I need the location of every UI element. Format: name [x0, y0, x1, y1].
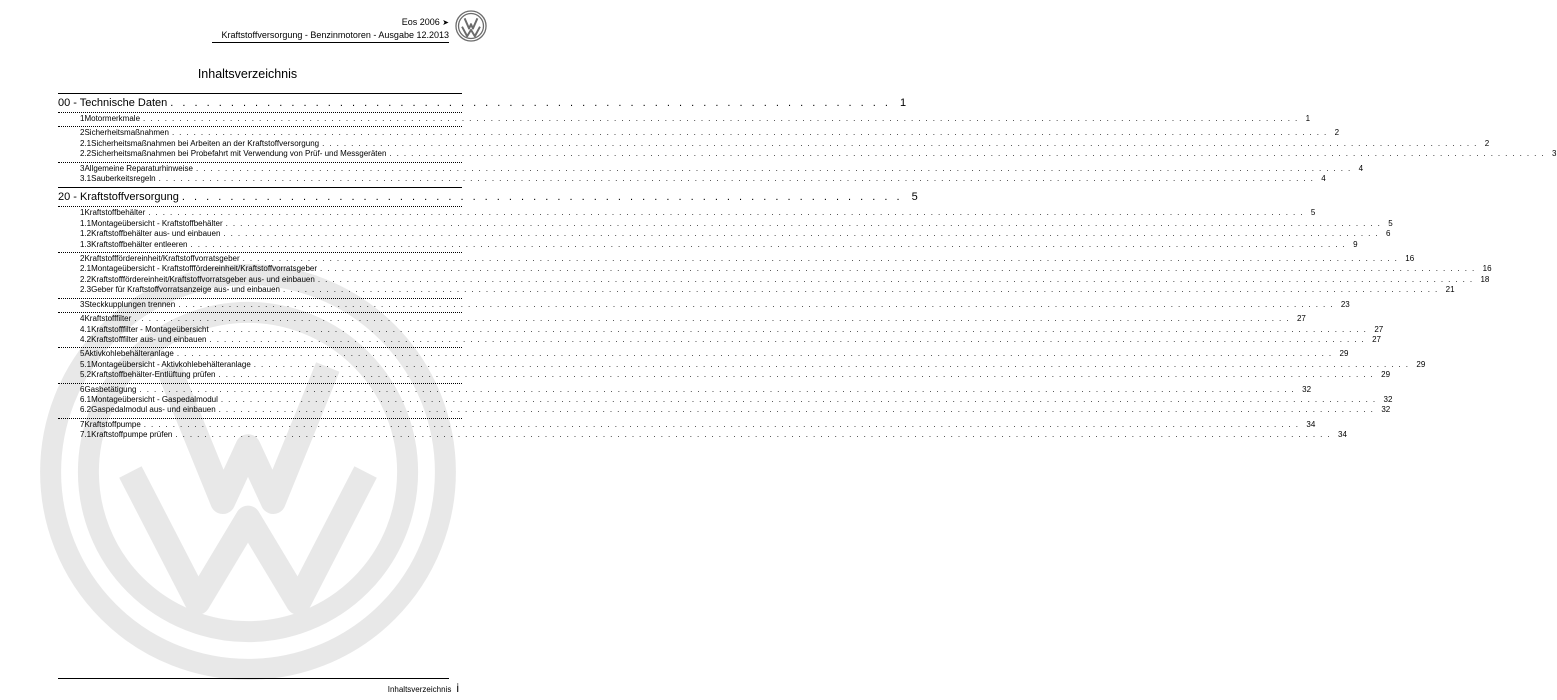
entry-page: 18 — [1480, 274, 1490, 284]
entry-number: 2.2 — [80, 149, 92, 159]
entry-page: 4 — [1358, 163, 1364, 173]
entry-title: Geber für Kraftstoffvorratsanzeige aus- und einbauen — [91, 285, 280, 295]
leader-dots: . . . . . . . . . . . . . . . . . . . . . . . . . . . . . . . . . . . . . . . . . . . . . . . . . . . . . . . . . . . . . . . . . . . . . . . . . . . . . . . . . . . . . . . . . . . . . . . . . . . . . . . . . . . . . . . . . . . . . . . . . . . . . . . . . . . . . . . . . . . . . . . . . . . . . . . . . . . . . . . . — [282, 285, 1439, 295]
leader-dots: . . . . . . . . . . . . . . . . . . . . . . . . . . . . . . . . . . . . . . . . . . . . . . . . . . . . . . . . . . . . . . . . . . . . . . . . . . . . . . . . . . . . . . . . . . . . . . . . . . . . . . . . . . . . . . . . . . . . . . . . . . . . . . . . . . . . . . . . . . . . . . . . . . . . . . . . . . . . . . . . — [218, 370, 1375, 380]
entry-page: 5 — [1388, 218, 1393, 228]
entry-number: 4 — [80, 314, 85, 324]
chapter-block — [58, 187, 1492, 440]
entry-page: 29 — [1339, 349, 1349, 359]
entry-title: Kraftstoffbehälter entleeren — [91, 239, 188, 249]
entry-number: 2 — [80, 254, 85, 264]
entry-number: 1 — [80, 114, 85, 123]
leader-dots: . . . . . . . . . . . . . . . . . . . . . . . . . . . . . . . . . . . . . . . . . . . . . . . . . . . . . . . . . . . . . . . . . . . . . . . . . . . . . . . . . . . . . . . . . . . . . . . . . . . . . . . . . . . . . . . . . . . . . . . . . . . . . . . . . . . . . . . . . . . . . . . . . . . . . . . . . . . . . . . . — [175, 430, 1331, 440]
chapter-title: 20 - Kraftstoffversorgung — [58, 191, 179, 204]
toc-entry[interactable] — [58, 430, 1347, 440]
entry-number: 4.1 — [80, 324, 92, 334]
toc-entry[interactable] — [58, 298, 1350, 310]
leader-dots: . . . . . . . . . . . . . . . . . . . . . . . . . . . . . . . . . . . . . . . . . . . . . . . . . . . . . . . . . . . . . . . . . . . . . . . . . . . . . . . . . . . . . . . . . . . . . . . . . . . . . . . . . . . . . . . . . . . . . . . . . . . . . . . . . . . . . . . . . . . . . . . . . . . . . . . . . . . . . . . . — [178, 299, 1334, 309]
entry-title: Sicherheitsmaßnahmen bei Arbeiten an der Kraftstoffversorgung — [91, 138, 320, 148]
toc-entry[interactable] — [58, 149, 1557, 159]
toc-entry[interactable] — [58, 218, 1393, 229]
toc-entry[interactable] — [58, 274, 1490, 285]
entry-title: Kraftstofffilter aus- und einbauen — [91, 334, 207, 344]
footer-label: Inhaltsverzeichnis — [387, 685, 452, 694]
entry-number: 6.2 — [80, 405, 92, 415]
leader-dots: . . . . . . . . . . . . . . . . . . . . . . . . . . . . . . . . . . . . . . . . . . . . . . . . . . . . . . . . . . . . — [181, 191, 903, 204]
leader-dots: . . . . . . . . . . . . . . . . . . . . . . . . . . . . . . . . . . . . . . . . . . . . . . . . . . . . . . . . . . . . . . . . . . . . . . . . . . . . . . . . . . . . . . . . . . . . . . . . . . . . . . . . . . . . . . . . . . . . . . . . . . . . . . . . . . . . . . . . . . . . . . . . . . . . . . . . . . . . . . . . — [139, 384, 1296, 394]
leader-dots: . . . . . . . . . . . . . . . . . . . . . . . . . . . . . . . . . . . . . . . . . . . . . . . . . . . . . . . . . . . . — [170, 97, 891, 109]
leader-dots: . . . . . . . . . . . . . . . . . . . . . . . . . . . . . . . . . . . . . . . . . . . . . . . . . . . . . . . . . . . . . . . . . . . . . . . . . . . . . . . . . . . . . . . . . . . . . . . . . . . . . . . . . . . . . . . . . . . . . . . . . . . . . . . . . . . . . . . . . . . . . . . . . . . . . . . . . . . . . . . . — [220, 394, 1377, 404]
entry-number: 4.2 — [80, 334, 92, 344]
entry-page: 27 — [1296, 314, 1306, 324]
entry-title: Montageübersicht - Kraftstofffördereinheit/Kraftstoffvorratsgeber — [91, 264, 318, 274]
entry-page: 21 — [1445, 285, 1455, 295]
leader-dots: . . . . . . . . . . . . . . . . . . . . . . . . . . . . . . . . . . . . . . . . . . . . . . . . . . . . . . . . . . . . . . . . . . . . . . . . . . . . . . . . . . . . . . . . . . . . . . . . . . . . . . . . . . . . . . . . . . . . . . . . . . . . . . . . . . . . . . . . . . . . . . . . . . . . . . . . . . . . . . . . — [320, 264, 1476, 274]
leader-dots: . . . . . . . . . . . . . . . . . . . . . . . . . . . . . . . . . . . . . . . . . . . . . . . . . . . . . . . . . . . . . . . . . . . . . . . . . . . . . . . . . . . . . . . . . . . . . . . . . . . . . . . . . . . . . . . . . . . . . . . . . . . . . . . . . . . . . . . . . . . . . . . . . . . . . . . . . . . . . . . . — [223, 229, 1380, 239]
entry-number: 2.1 — [80, 138, 92, 148]
entry-title: Kraftstofffilter — [84, 314, 132, 324]
entry-number: 2.3 — [80, 285, 92, 295]
toc-entry[interactable] — [58, 383, 1312, 395]
table-of-contents — [58, 93, 1557, 441]
leader-dots: . . . . . . . . . . . . . . . . . . . . . . . . . . . . . . . . . . . . . . . . . . . . . . . . . . . . . . . . . . . . . . . . . . . . . . . . . . . . . . . . . . . . . . . . . . . . . . . . . . . . . . . . . . . . . . . . . . . . . . . . . . . . . . . . . . . . . . . . . . . . . . . . . . . . . . . . . . . . . . . . — [211, 324, 1368, 334]
entry-title: Montageübersicht - Gaspedalmodul — [91, 394, 218, 404]
leader-dots: . . . . . . . . . . . . . . . . . . . . . . . . . . . . . . . . . . . . . . . . . . . . . . . . . . . . . . . . . . . . . . . . . . . . . . . . . . . . . . . . . . . . . . . . . . . . . . . . . . . . . . . . . . . . . . . . . . . . . . . . . . . . . . . . . . . . . . . . . . . . . . . . . . . . . . . . . . . . . . . . — [242, 254, 1399, 264]
entry-page: 27 — [1372, 334, 1382, 344]
entry-page: 2 — [1334, 128, 1340, 138]
entry-number: 3 — [80, 299, 85, 309]
leader-dots: . . . . . . . . . . . . . . . . . . . . . . . . . . . . . . . . . . . . . . . . . . . . . . . . . . . . . . . . . . . . . . . . . . . . . . . . . . . . . . . . . . . . . . . . . . . . . . . . . . . . . . . . . . . . . . . . . . . . . . . . . . . . . . . . . . . . . . . . . . . . . . . . . . . . . . . . . . . . . . . . — [195, 163, 1352, 173]
chapter-page: 5 — [911, 191, 918, 204]
leader-dots: . . . . . . . . . . . . . . . . . . . . . . . . . . . . . . . . . . . . . . . . . . . . . . . . . . . . . . . . . . . . . . . . . . . . . . . . . . . . . . . . . . . . . . . . . . . . . . . . . . . . . . . . . . . . . . . . . . . . . . . . . . . . . . . . . . . . . . . . . . . . . . . . . . . . . . . . . . . . . . . . — [143, 419, 1300, 429]
entry-title: Sauberkeitsregeln — [91, 174, 156, 184]
toc-entry[interactable] — [58, 347, 1349, 359]
toc-entry[interactable] — [58, 252, 1415, 264]
leader-dots: . . . . . . . . . . . . . . . . . . . . . . . . . . . . . . . . . . . . . . . . . . . . . . . . . . . . . . . . . . . . . . . . . . . . . . . . . . . . . . . . . . . . . . . . . . . . . . . . . . . . . . . . . . . . . . . . . . . . . . . . . . . . . . . . . . . . . . . . . . . . . . . . . . . . . . . . . . . . . . . . — [225, 218, 1382, 228]
toc-entry[interactable] — [58, 239, 1358, 250]
toc-entry[interactable] — [58, 126, 1340, 138]
entry-title: Montageübersicht - Aktivkohlebehälteranlage — [91, 359, 251, 369]
entry-number: 1 — [80, 208, 85, 218]
entry-page: 34 — [1338, 430, 1347, 440]
vw-logo-icon — [455, 10, 487, 42]
toc-entry[interactable] — [58, 418, 1316, 430]
entry-title: Kraftstofffördereinheit/Kraftstoffvorratsgeber — [84, 254, 240, 264]
entry-title: Kraftstoffbehälter aus- und einbauen — [91, 229, 221, 239]
page-title: Inhaltsverzeichnis — [197, 67, 298, 81]
entry-page: 6 — [1386, 229, 1391, 239]
entry-number: 1.1 — [80, 218, 92, 228]
entry-number: 7.1 — [80, 430, 92, 440]
entry-page: 23 — [1340, 299, 1350, 309]
entry-page: 32 — [1302, 384, 1312, 394]
entry-page: 32 — [1383, 394, 1393, 404]
entry-title: Kraftstoffbehälter — [84, 208, 146, 218]
leader-dots: . . . . . . . . . . . . . . . . . . . . . . . . . . . . . . . . . . . . . . . . . . . . . . . . . . . . . . . . . . . . . . . . . . . . . . . . . . . . . . . . . . . . . . . . . . . . . . . . . . . . . . . . . . . . . . . . . . . . . . . . . . . . . . . . . . . . . . . . . . . . . . . . . . . . . . . . . . . . . . . . — [389, 149, 1546, 159]
toc-entry[interactable] — [58, 229, 1391, 239]
entry-page: 34 — [1306, 419, 1316, 429]
header-model-line — [222, 16, 449, 29]
leader-dots: . . . . . . . . . . . . . . . . . . . . . . . . . . . . . . . . . . . . . . . . . . . . . . . . . . . . . . . . . . . . . . . . . . . . . . . . . . . . . . . . . . . . . . . . . . . . . . . . . . . . . . . . . . . . . . . . . . . . . . . . . . . . . . . . . . . . . . . . . . . . . . . . . . . . . . . . . . . . . . . . — [134, 314, 1290, 324]
entry-title: Allgemeine Reparaturhinweise — [84, 163, 193, 173]
entry-number: 5.1 — [80, 359, 92, 369]
entry-number: 6.1 — [80, 394, 92, 404]
footer-page-number: i — [456, 681, 459, 695]
entry-page: 3 — [1552, 149, 1557, 159]
footer-divider — [58, 678, 449, 679]
entry-number: 2 — [80, 128, 85, 138]
toc-entry[interactable] — [58, 112, 1311, 124]
entry-number: 7 — [80, 419, 85, 429]
entry-page: 9 — [1353, 239, 1358, 249]
entry-title: Sicherheitsmaßnahmen bei Probefahrt mit Verwendung von Prüf- und Messgeräten — [91, 149, 387, 159]
toc-entry[interactable] — [58, 324, 1384, 335]
toc-entry[interactable] — [58, 394, 1393, 405]
entry-title: Gasbetätigung — [84, 384, 137, 394]
leader-dots: . . . . . . . . . . . . . . . . . . . . . . . . . . . . . . . . . . . . . . . . . . . . . . . . . . . . . . . . . . . . . . . . . . . . . . . . . . . . . . . . . . . . . . . . . . . . . . . . . . . . . . . . . . . . . . . . . . . . . . . . . . . . . . . . . . . . . . . . . . . . . . . . . . . . . . . . . . . . . . . . — [218, 405, 1375, 415]
entry-title: Kraftstofffilter - Montageübersicht — [91, 324, 209, 334]
entry-number: 6 — [80, 384, 85, 394]
entry-number: 1.2 — [80, 229, 92, 239]
entry-page: 2 — [1484, 138, 1490, 148]
chapter-heading[interactable] — [58, 94, 907, 110]
header-model: Eos 2006 — [401, 17, 440, 27]
entry-page: 16 — [1405, 254, 1415, 264]
entry-number: 5.2 — [80, 370, 92, 380]
entry-list — [58, 112, 1557, 184]
toc-entry[interactable] — [58, 359, 1426, 370]
entry-list — [58, 206, 1492, 440]
chapter-page: 1 — [899, 97, 907, 109]
arrow-right-icon: ➤ — [442, 18, 449, 27]
chapter-block — [58, 93, 1557, 184]
entry-page: 29 — [1381, 370, 1391, 380]
entry-page: 32 — [1381, 405, 1391, 415]
toc-entry[interactable] — [58, 312, 1306, 324]
header-divider — [212, 42, 449, 43]
entry-title: Gaspedalmodul aus- und einbauen — [91, 405, 216, 415]
header-subtitle: Kraftstoffversorgung - Benzinmotoren - Ausgabe 12.2013 — [221, 30, 449, 40]
toc-entry[interactable] — [58, 138, 1490, 149]
entry-number: 2.2 — [80, 274, 92, 284]
toc-entry[interactable] — [58, 405, 1391, 415]
leader-dots: . . . . . . . . . . . . . . . . . . . . . . . . . . . . . . . . . . . . . . . . . . . . . . . . . . . . . . . . . . . . . . . . . . . . . . . . . . . . . . . . . . . . . . . . . . . . . . . . . . . . . . . . . . . . . . . . . . . . . . . . . . . . . . . . . . . . . . . . . . . . . . . . . . . . . . . . . . . . . . . . — [322, 138, 1478, 148]
toc-entry[interactable] — [58, 370, 1391, 380]
leader-dots: . . . . . . . . . . . . . . . . . . . . . . . . . . . . . . . . . . . . . . . . . . . . . . . . . . . . . . . . . . . . . . . . . . . . . . . . . . . . . . . . . . . . . . . . . . . . . . . . . . . . . . . . . . . . . . . . . . . . . . . . . . . . . . . . . . . . . . . . . . . . . . . . . . . . . . . . . . . . . . . . — [148, 208, 1304, 218]
entry-number: 1.3 — [80, 239, 92, 249]
entry-page: 4 — [1321, 174, 1326, 184]
toc-entry[interactable] — [58, 334, 1382, 345]
leader-dots: . . . . . . . . . . . . . . . . . . . . . . . . . . . . . . . . . . . . . . . . . . . . . . . . . . . . . . . . . . . . . . . . . . . . . . . . . . . . . . . . . . . . . . . . . . . . . . . . . . . . . . . . . . . . . . . . . . . . . . . . . . . . . . . . . . . . . . . . . . . . . . . . . . . . . . . . . . . . . . . . — [317, 274, 1474, 284]
entry-page: 1 — [1305, 114, 1311, 123]
entry-page: 27 — [1374, 324, 1384, 334]
entry-title: Steckkupplungen trennen — [84, 299, 176, 309]
entry-title: Kraftstoffpumpe — [84, 419, 141, 429]
leader-dots: . . . . . . . . . . . . . . . . . . . . . . . . . . . . . . . . . . . . . . . . . . . . . . . . . . . . . . . . . . . . . . . . . . . . . . . . . . . . . . . . . . . . . . . . . . . . . . . . . . . . . . . . . . . . . . . . . . . . . . . . . . . . . . . . . . . . . . . . . . . . . . . . . . . . . . . . . . . . . . . . — [209, 334, 1366, 344]
entry-page: 16 — [1482, 264, 1492, 274]
entry-number: 2.1 — [80, 264, 92, 274]
leader-dots: . . . . . . . . . . . . . . . . . . . . . . . . . . . . . . . . . . . . . . . . . . . . . . . . . . . . . . . . . . . . . . . . . . . . . . . . . . . . . . . . . . . . . . . . . . . . . . . . . . . . . . . . . . . . . . . . . . . . . . . . . . . . . . . . . . . . . . . . . . . . . . . . . . . . . . . . . . . . . . . . — [143, 114, 1299, 123]
leader-dots: . . . . . . . . . . . . . . . . . . . . . . . . . . . . . . . . . . . . . . . . . . . . . . . . . . . . . . . . . . . . . . . . . . . . . . . . . . . . . . . . . . . . . . . . . . . . . . . . . . . . . . . . . . . . . . . . . . . . . . . . . . . . . . . . . . . . . . . . . . . . . . . . . . . . . . . . . . . . . . . . — [171, 128, 1328, 138]
entry-title: Kraftstoffpumpe prüfen — [91, 430, 173, 440]
chapter-heading[interactable] — [58, 188, 918, 204]
page-footer — [388, 681, 459, 695]
toc-entry[interactable] — [58, 174, 1326, 184]
entry-page: 29 — [1416, 359, 1426, 369]
entry-title: Montageübersicht - Kraftstoffbehälter — [91, 218, 223, 228]
entry-title: Sicherheitsmaßnahmen — [84, 128, 169, 138]
toc-entry[interactable] — [58, 285, 1455, 295]
toc-entry[interactable] — [58, 206, 1316, 218]
toc-entry[interactable] — [58, 162, 1364, 174]
page-header — [222, 16, 449, 41]
chapter-title: 00 - Technische Daten — [58, 97, 168, 109]
entry-number: 5 — [80, 349, 85, 359]
entry-title: Kraftstoffbehälter-Entlüftung prüfen — [91, 370, 216, 380]
entry-page: 5 — [1310, 208, 1316, 218]
leader-dots: . . . . . . . . . . . . . . . . . . . . . . . . . . . . . . . . . . . . . . . . . . . . . . . . . . . . . . . . . . . . . . . . . . . . . . . . . . . . . . . . . . . . . . . . . . . . . . . . . . . . . . . . . . . . . . . . . . . . . . . . . . . . . . . . . . . . . . . . . . . . . . . . . . . . . . . . . . . . . . . . — [253, 359, 1410, 369]
entry-title: Aktivkohlebehälteranlage — [84, 349, 174, 359]
leader-dots: . . . . . . . . . . . . . . . . . . . . . . . . . . . . . . . . . . . . . . . . . . . . . . . . . . . . . . . . . . . . . . . . . . . . . . . . . . . . . . . . . . . . . . . . . . . . . . . . . . . . . . . . . . . . . . . . . . . . . . . . . . . . . . . . . . . . . . . . . . . . . . . . . . . . . . . . . . . . . . . . — [176, 349, 1333, 359]
toc-entry[interactable] — [58, 264, 1492, 274]
entry-number: 3.1 — [80, 174, 92, 184]
entry-number: 3 — [80, 163, 85, 173]
leader-dots: . . . . . . . . . . . . . . . . . . . . . . . . . . . . . . . . . . . . . . . . . . . . . . . . . . . . . . . . . . . . . . . . . . . . . . . . . . . . . . . . . . . . . . . . . . . . . . . . . . . . . . . . . . . . . . . . . . . . . . . . . . . . . . . . . . . . . . . . . . . . . . . . . . . . . . . . . . . . . . . . — [158, 174, 1315, 184]
entry-title: Motormerkmale — [84, 114, 141, 123]
leader-dots: . . . . . . . . . . . . . . . . . . . . . . . . . . . . . . . . . . . . . . . . . . . . . . . . . . . . . . . . . . . . . . . . . . . . . . . . . . . . . . . . . . . . . . . . . . . . . . . . . . . . . . . . . . . . . . . . . . . . . . . . . . . . . . . . . . . . . . . . . . . . . . . . . . . . . . . . . . . . . . . . — [190, 239, 1347, 249]
entry-title: Kraftstofffördereinheit/Kraftstoffvorratsgeber aus- und einbauen — [91, 274, 315, 284]
